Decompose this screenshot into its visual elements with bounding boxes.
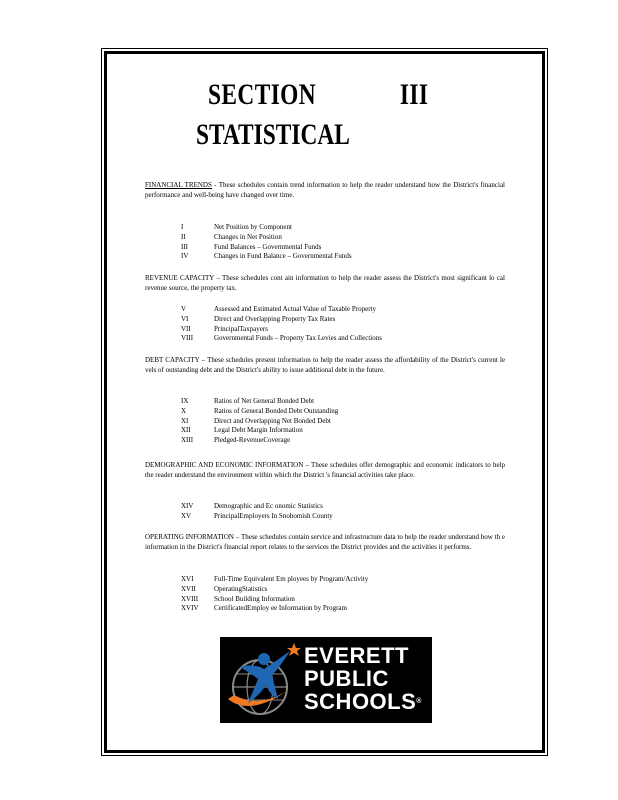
star-icon	[287, 643, 301, 656]
revenue-capacity-description	[145, 274, 505, 293]
demographic-economic-text: – These schedules offer demographic and economic indicators to help the reader understand the environment within which the District 's financial activities take place.	[145, 461, 505, 479]
debt-capacity-list	[181, 397, 338, 446]
financial-trends-list	[181, 223, 352, 262]
list-item: XIV Demographic and Ec onomic Statistics	[181, 502, 323, 510]
operating-information-text: – These schedules contain service and infrastructure data to help the reader understand how th e information in the District's financial report relates to the services the District provides and the activities it performs.	[145, 533, 505, 551]
operating-information-list	[181, 575, 368, 614]
list-item: V Assessed and Estimated Actual Value of Taxable Property	[181, 305, 376, 313]
everett-public-schools-logo	[220, 637, 432, 723]
operating-information-description	[145, 533, 505, 552]
logo-text-schools: SCHOOLS®	[304, 689, 422, 714]
list-item: XIII Pledged-RevenueCoverage	[181, 436, 291, 445]
list-item: X Ratios of General Bonded Debt Outstanding	[181, 406, 339, 415]
list-item: VII PrincipalTaxpayers	[181, 324, 268, 333]
revenue-capacity-text: – These schedules cont ain information to help the reader assess the District's most significant lo cal revenue source, the property tax.	[145, 274, 505, 292]
demographic-economic-description	[145, 461, 505, 480]
section-word: SECTION	[208, 78, 317, 111]
logo-text-everett: EVERETT	[304, 643, 409, 668]
demographic-economic-list	[181, 502, 333, 522]
financial-trends-heading: FINANCIAL TRENDS	[145, 181, 212, 189]
financial-trends-description	[145, 181, 505, 200]
debt-capacity-text: – These schedules present information to help the reader assess the affordability of the District's current le vels of outstanding debt and the District's ability to issue additional debt in the future.	[145, 356, 505, 374]
revenue-capacity-list	[181, 305, 382, 344]
list-item: II Changes in Net Position	[181, 232, 282, 241]
financial-trends-text: - These schedules contain trend information to help the reader understand how the District's financial performance and well-being have changed over time.	[145, 181, 505, 199]
list-item: XV PrincipalEmployers In Snohomish County	[181, 511, 333, 520]
list-item: XVIV CertificatedEmploy ee Information by Program	[181, 604, 347, 613]
list-item: XVI Full-Time Equivalent Em ployees by Program/Activity	[181, 575, 369, 583]
logo-text-public: PUBLIC	[304, 666, 389, 691]
registered-mark: ®	[416, 698, 422, 705]
section-number: III	[399, 78, 429, 111]
demographic-economic-heading: DEMOGRAPHIC AND ECONOMIC INFORMATION	[145, 461, 304, 469]
debt-capacity-heading: DEBT CAPACITY	[145, 356, 200, 364]
list-item: XVII OperatingStatistics	[181, 584, 268, 593]
debt-capacity-description	[145, 356, 505, 375]
revenue-capacity-heading: REVENUE CAPACITY	[145, 274, 215, 282]
list-item: VIII Governmental Funds – Property Tax Levies and Collections	[181, 334, 382, 343]
operating-information-heading: OPERATING INFORMATION	[145, 533, 234, 541]
section-subtitle: STATISTICAL	[196, 118, 350, 151]
list-item: IV Changes in Fund Balance – Governmental Funds	[181, 252, 352, 261]
list-item: III Fund Balances – Governmental Funds	[181, 242, 322, 251]
list-item: I Net Position by Component	[181, 223, 292, 231]
list-item: XII Legal Debt Margin Information	[181, 426, 303, 435]
list-item: XVIII School Building Information	[181, 594, 295, 603]
list-item: XI Direct and Overlapping Net Bonded Debt	[181, 416, 331, 425]
list-item: IX Ratios of Net General Bonded Debt	[181, 397, 315, 405]
list-item: VI Direct and Overlapping Property Tax Rates	[181, 314, 336, 323]
section-title	[208, 78, 429, 112]
